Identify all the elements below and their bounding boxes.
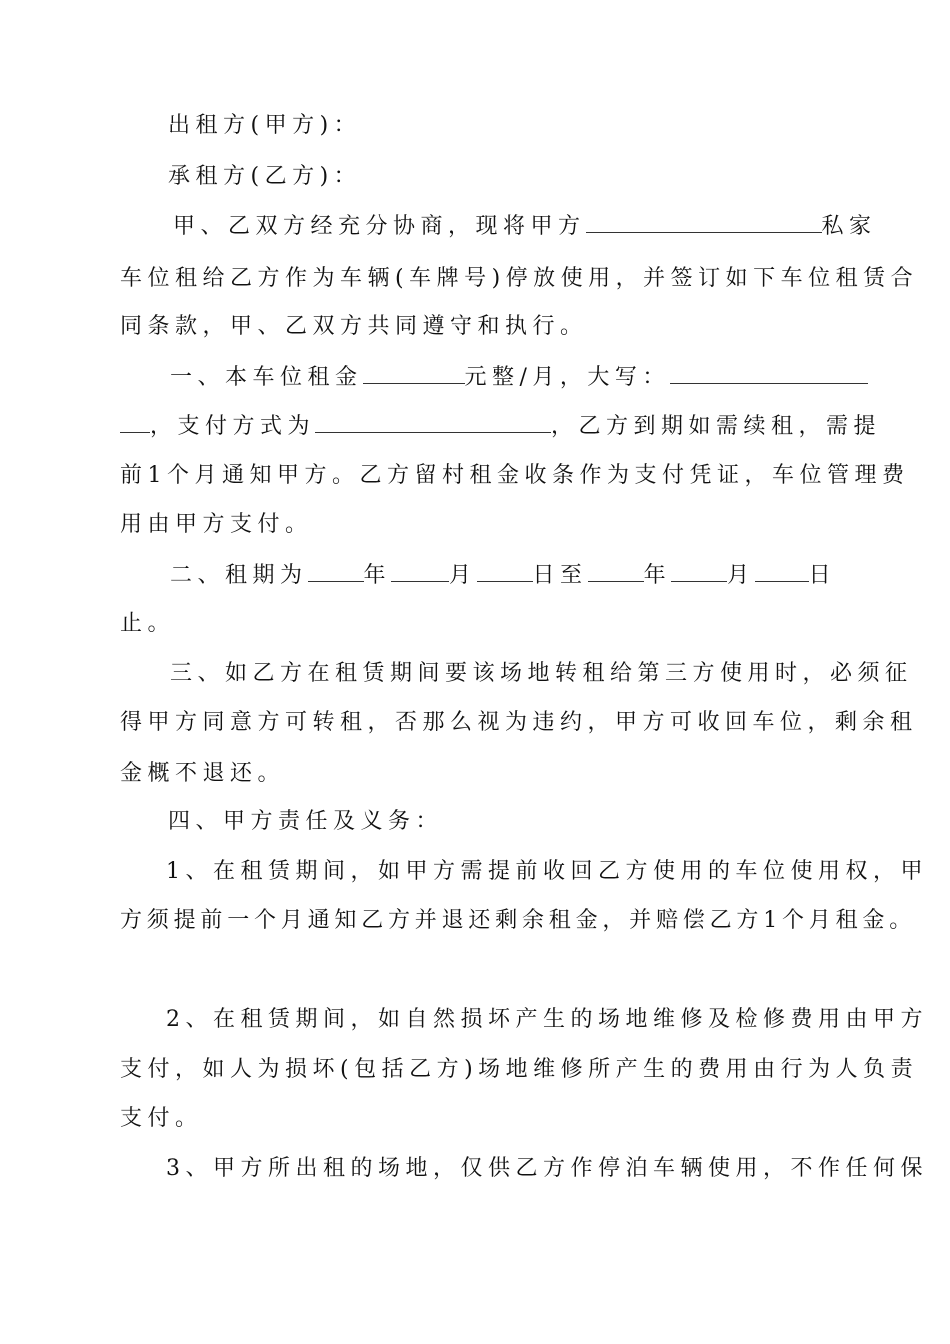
clause4-item2-line-2: 支付，如人为损坏(包括乙方)场地维修所产生的费用由行为人负责 xyxy=(120,1057,919,1082)
clause4-item2-line-1: 2、在租赁期间，如自然损坏产生的场地维修及检修费用由甲方 xyxy=(166,1007,928,1032)
clause3-line-1: 三、如乙方在租赁期间要该场地转租给第三方使用时，必须征 xyxy=(170,661,913,686)
year-label-1: 年 xyxy=(363,563,392,588)
month-label-1: 月 xyxy=(449,563,477,588)
intro-line-2: 车位租给乙方作为车辆(车牌号)停放使用，并签订如下车位租赁合 xyxy=(120,266,919,291)
clause2-line-2: 止。 xyxy=(120,611,176,636)
clause1-text-c: ，支付方式为 xyxy=(150,414,316,439)
lessor-location-blank xyxy=(586,210,822,233)
clause3-line-2: 得甲方同意方可转租，否那么视为违约，甲方可收回车位，剩余租 xyxy=(120,710,918,735)
clause4-item1-line-2: 方须提前一个月通知乙方并退还剩余租金，并赔偿乙方1个月租金。 xyxy=(120,908,916,933)
clause4-item2-line-3: 支付。 xyxy=(120,1106,203,1131)
end-day-blank xyxy=(755,559,809,582)
start-day-blank xyxy=(477,559,533,582)
intro-line-3: 同条款，甲、乙双方共同遵守和执行。 xyxy=(120,314,588,339)
clause1-text-a: 一、本车位租金 xyxy=(170,365,363,390)
year-label-2: 年 xyxy=(643,563,672,588)
start-year-blank xyxy=(308,559,364,582)
rent-amount-blank xyxy=(363,361,465,384)
payment-method-blank xyxy=(315,410,551,433)
day-to-label: 日至 xyxy=(532,563,588,588)
intro-text-b: 私家 xyxy=(821,214,877,239)
clause4-item3-line-1: 3、甲方所出租的场地，仅供乙方作停泊车辆使用，不作任何保 xyxy=(166,1156,928,1181)
clause4-item1-line-1: 1、在租赁期间，如甲方需提前收回乙方使用的车位使用权，甲 xyxy=(166,859,928,884)
lessee-label: 承租方(乙方)： xyxy=(168,164,362,189)
rent-uppercase-blank xyxy=(670,361,868,384)
start-month-blank xyxy=(391,559,449,582)
clause1-line-4: 用由甲方支付。 xyxy=(120,512,313,537)
clause1-line-1 xyxy=(170,361,868,393)
clause1-line-3: 前1个月通知甲方。乙方留村租金收条作为支付凭证，车位管理费 xyxy=(120,463,910,488)
clause2-line-1 xyxy=(170,559,836,591)
clause1-text-d: ，乙方到期如需续租，需提 xyxy=(551,414,882,439)
end-year-blank xyxy=(588,559,644,582)
rent-uppercase-blank-cont xyxy=(120,410,150,433)
intro-line-1 xyxy=(173,210,877,242)
lessor-label: 出租方(甲方)： xyxy=(168,113,362,138)
clause3-line-3: 金概不退还。 xyxy=(120,761,286,786)
day-label-2: 日 xyxy=(808,563,837,588)
clause1-text-b: 元整/月，大写： xyxy=(464,365,670,390)
end-month-blank xyxy=(671,559,727,582)
intro-text-a: 甲、乙双方经充分协商，现将甲方 xyxy=(173,214,586,239)
month-label-2: 月 xyxy=(727,563,755,588)
clause2-text-a: 二、租期为 xyxy=(170,563,308,588)
clause1-line-2 xyxy=(120,410,881,442)
clause4-title: 四、甲方责任及义务： xyxy=(168,809,444,834)
